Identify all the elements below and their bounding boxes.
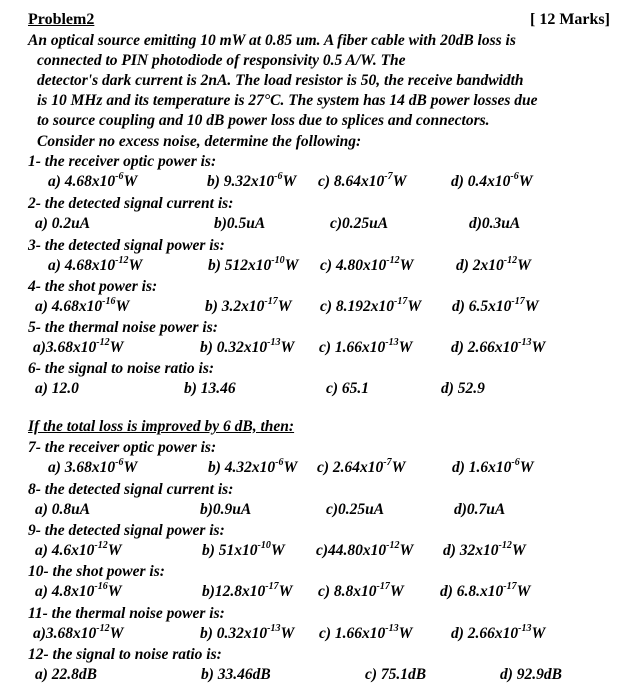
section-heading: If the total loss is improved by 6 dB, then: bbox=[28, 418, 295, 435]
question-4-option-a: a) $4.68x10^{-16}W$ bbox=[35, 295, 130, 315]
question-2-option-b: b)0.5uA bbox=[214, 215, 266, 232]
question-6-option-c: c) 65.1 bbox=[326, 380, 370, 397]
question-7: 7- the receiver optic power is: bbox=[28, 439, 217, 456]
question-12-option-d: d) 92.9dB bbox=[500, 666, 562, 683]
question-5: 5- the thermal noise power is: bbox=[28, 319, 218, 336]
question-2-option-a: a) 0.2uA bbox=[35, 215, 91, 232]
question-4-option-d: d) $6.5x10^{-17}W$ bbox=[452, 295, 539, 315]
question-6-option-a: a) 12.0 bbox=[35, 380, 79, 397]
exponent: -6 bbox=[274, 170, 283, 182]
exponent: -17 bbox=[394, 295, 408, 307]
exponent: -7 bbox=[384, 170, 393, 182]
question-11-option-a: $a)3.68x10^{-12}W$ bbox=[33, 622, 124, 642]
question-9-option-c: $c)44.80x10^{-12}W$ bbox=[316, 539, 414, 559]
question-11: 11- the thermal noise power is: bbox=[28, 605, 225, 622]
question-3-option-d: d) $2x10^{-12}W$ bbox=[456, 254, 531, 274]
question-1-option-a: a) $4.68x10^{-6}W$ bbox=[48, 170, 138, 190]
exponent: -16 bbox=[102, 295, 116, 307]
exponent: -13 bbox=[518, 336, 532, 348]
exponent: -12 bbox=[498, 539, 512, 551]
question-10: 10- the shot power is: bbox=[28, 563, 165, 580]
exponent: -13 bbox=[385, 622, 399, 634]
exponent: -12 bbox=[386, 539, 400, 551]
intro-line-2: connected to PIN photodiode of responsivity 0.5 A/W. The bbox=[37, 52, 406, 69]
exponent: -13 bbox=[267, 336, 281, 348]
question-1-option-d: d) $0.4x10^{-6}W$ bbox=[451, 170, 533, 190]
question-5-option-a: $a)3.68x10^{-12}W$ bbox=[33, 336, 124, 356]
question-6-option-b: b) 13.46 bbox=[184, 380, 236, 397]
exponent: -10 bbox=[257, 539, 271, 551]
question-10-option-d: d) $6.8.x10^{-17}W$ bbox=[440, 580, 531, 600]
exponent: -7 bbox=[383, 456, 392, 468]
question-1: 1- the receiver optic power is: bbox=[28, 153, 217, 170]
exponent: -6 bbox=[275, 456, 284, 468]
question-12: 12- the signal to noise ratio is: bbox=[28, 646, 222, 663]
question-6: 6- the signal to noise ratio is: bbox=[28, 360, 215, 377]
question-10-option-c: c) $8.8x10^{-17}W$ bbox=[318, 580, 404, 600]
question-4-option-b: b) $3.2x10^{-17}W$ bbox=[205, 295, 292, 315]
question-7-option-b: b) $4.32x10^{-6}W$ bbox=[208, 456, 298, 476]
question-5-option-c: c) $1.66x10^{-13}W$ bbox=[319, 336, 413, 356]
question-10-option-a: a) $4.8x10^{-16}W$ bbox=[35, 580, 122, 600]
exponent: -6 bbox=[115, 170, 124, 182]
exponent: -6 bbox=[511, 456, 520, 468]
question-12-option-b: b) 33.46dB bbox=[201, 666, 271, 683]
question-6-option-d: d) 52.9 bbox=[441, 380, 485, 397]
intro-line-1: An optical source emitting 10 mW at 0.85 um. A fiber cable with 20dB loss is bbox=[28, 32, 516, 49]
question-11-option-c: c) $1.66x10^{-13}W$ bbox=[319, 622, 413, 642]
question-8-option-b: b)0.9uA bbox=[200, 501, 252, 518]
exponent: -13 bbox=[267, 622, 281, 634]
intro-line-6: Consider no excess noise, determine the following: bbox=[37, 133, 362, 150]
question-7-option-c: c) $2.64x10^{-7}W$ bbox=[317, 456, 406, 476]
exponent: -13 bbox=[385, 336, 399, 348]
exponent: -17 bbox=[376, 580, 390, 592]
exponent: -12 bbox=[386, 254, 400, 266]
exponent: -6 bbox=[510, 170, 519, 182]
intro-line-3: detector's dark current is 2nA. The load resistor is 50, the receive bandwidth bbox=[37, 72, 524, 89]
question-2-option-c: c)0.25uA bbox=[330, 215, 389, 232]
problem-title: Problem2 bbox=[28, 11, 95, 28]
question-9-option-a: a) $4.6x10^{-12}W$ bbox=[35, 539, 122, 559]
marks-label: [ 12 Marks] bbox=[530, 11, 610, 28]
exponent: -12 bbox=[96, 336, 110, 348]
question-10-option-b: $b)12.8x10^{-17}W$ bbox=[202, 580, 293, 600]
exponent: -17 bbox=[264, 295, 278, 307]
question-9-option-b: b) $51x10^{-10}W$ bbox=[202, 539, 285, 559]
question-4-option-c: c) $8.192x10^{-17}W$ bbox=[320, 295, 422, 315]
exponent: -12 bbox=[503, 254, 518, 266]
question-4: 4- the shot power is: bbox=[28, 278, 158, 295]
question-9: 9- the detected signal power is: bbox=[28, 522, 225, 539]
exponent: -17 bbox=[503, 580, 517, 592]
question-3-option-c: c) $4.80x10^{-12}W$ bbox=[320, 254, 414, 274]
intro-line-5: to source coupling and 10 dB power loss due to splices and connectors. bbox=[37, 112, 490, 129]
exponent: -17 bbox=[511, 295, 525, 307]
exponent: -6 bbox=[115, 456, 124, 468]
question-7-option-d: d) $1.6x10^{-6}W$ bbox=[452, 456, 534, 476]
question-9-option-d: d) $32x10^{-12}W$ bbox=[443, 539, 526, 559]
question-2: 2- the detected signal current is: bbox=[28, 195, 234, 212]
question-7-option-a: a) $3.68x10^{-6}W$ bbox=[48, 456, 138, 476]
question-3-option-a: a) $4.68x10^{-12}W$ bbox=[48, 254, 143, 274]
question-12-option-c: c) 75.1dB bbox=[365, 666, 427, 683]
question-8-option-d: d)0.7uA bbox=[454, 501, 506, 518]
exponent: -16 bbox=[94, 580, 108, 592]
exponent: -12 bbox=[115, 254, 129, 266]
question-12-option-a: a) 22.8dB bbox=[35, 666, 97, 683]
exponent: -17 bbox=[265, 580, 279, 592]
question-2-option-d: d)0.3uA bbox=[469, 215, 521, 232]
question-8-option-c: c)0.25uA bbox=[326, 501, 385, 518]
intro-line-4: is 10 MHz and its temperature is 27°C. The system has 14 dB power losses due bbox=[37, 92, 538, 109]
exponent: -12 bbox=[94, 539, 108, 551]
question-3-option-b: b) $512x10^{-10}W$ bbox=[208, 254, 299, 274]
question-5-option-d: d) $2.66x10^{-13}W$ bbox=[451, 336, 546, 356]
question-11-option-d: d) $2.66x10^{-13}W$ bbox=[451, 622, 546, 642]
question-11-option-b: b) $0.32x10^{-13}W$ bbox=[200, 622, 295, 642]
question-3: 3- the detected signal power is: bbox=[28, 237, 225, 254]
question-1-option-c: c) $8.64x10^{-7}W$ bbox=[318, 170, 407, 190]
question-1-option-b: b) $9.32x10^{-6}W$ bbox=[207, 170, 297, 190]
exponent: -12 bbox=[96, 622, 110, 634]
question-8-option-a: a) 0.8uA bbox=[35, 501, 91, 518]
exponent: -13 bbox=[518, 622, 532, 634]
question-5-option-b: b) $0.32x10^{-13}W$ bbox=[200, 336, 295, 356]
exponent: -10 bbox=[271, 254, 285, 266]
question-8: 8- the detected signal current is: bbox=[28, 481, 234, 498]
